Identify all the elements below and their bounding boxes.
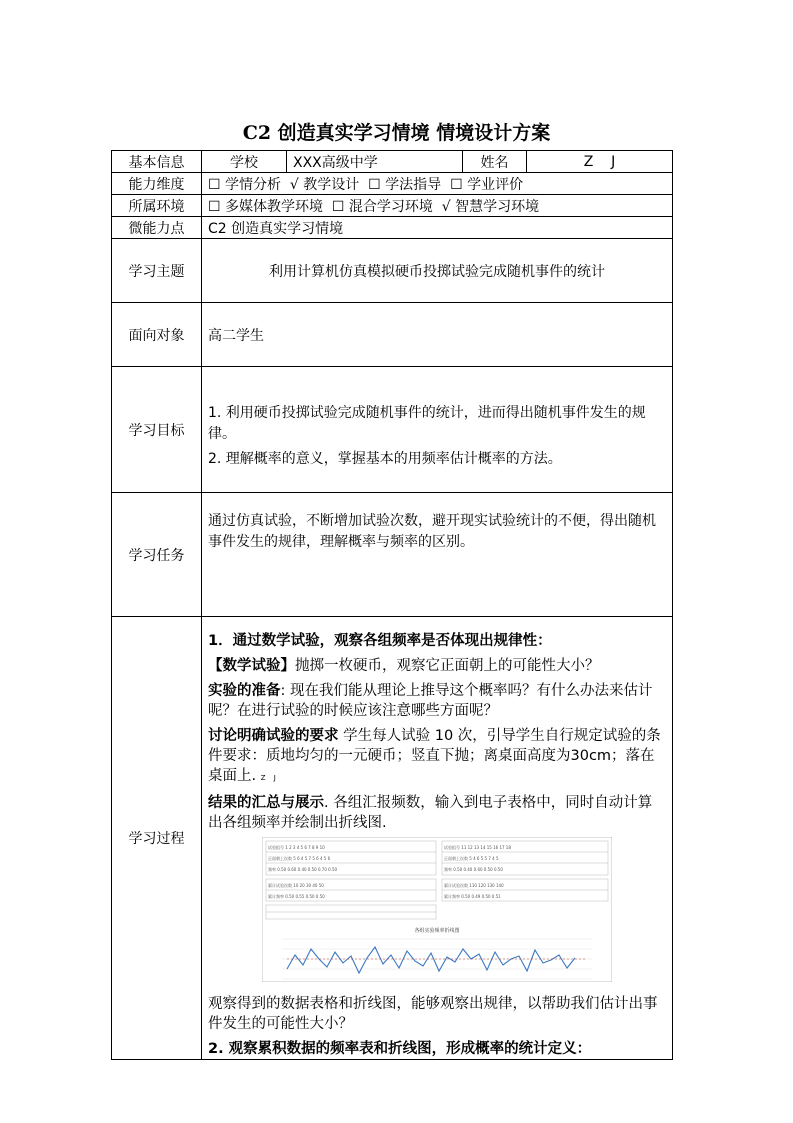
experiment-line — [208, 656, 666, 676]
svg-text:试验组号 1 2 3 4 5 6 7 8 9 10: 试验组号 1 2 3 4 5 6 7 8 9 10 — [268, 845, 325, 850]
frequency-table-and-chart-image — [262, 837, 612, 982]
svg-text:累计频率 0.50 0.55 0.50 0.50: 累计频率 0.50 0.55 0.50 0.50 — [268, 894, 325, 899]
goal-item-1: 1. 利用硬币投掷试验完成随机事件的统计，进而得出随机事件发生的规律。 — [208, 405, 646, 442]
row-micro-ability — [112, 217, 673, 239]
discussion-mark: Z J — [260, 774, 279, 782]
row-theme — [112, 239, 673, 303]
svg-text:试验组号 11 12 13 14 15 16 17 18: 试验组号 11 12 13 14 15 16 17 18 — [444, 845, 511, 850]
preparation-line — [208, 681, 666, 721]
svg-text:频率 0.50 0.40 0.60 0.50 0.50: 频率 0.50 0.40 0.60 0.50 0.50 — [444, 867, 503, 872]
discussion-text: 学生每人试验 10 次，引导学生自行规定试验的条件要求：质地均匀的一元硬币；竖直下抛；离桌面高度为30cm；落在桌面上. — [208, 728, 661, 784]
page-title: C2 创造真实学习情境 情境设计方案 — [242, 122, 551, 144]
svg-text:累计试验次数 110 120 130 140: 累计试验次数 110 120 130 140 — [444, 883, 504, 888]
ability-label: 能力维度 — [112, 173, 202, 195]
row-environment — [112, 195, 673, 217]
micro-ability-label: 微能力点 — [112, 217, 202, 239]
row-process — [112, 617, 673, 1060]
name-value: Z J — [527, 151, 673, 173]
row-task — [112, 493, 673, 617]
task-value: 通过仿真试验，不断增加试验次数，避开现实试验统计的不便，得出随机事件发生的规律，理解概率与频率的区别。 — [202, 493, 673, 617]
process-heading-1: 1．通过数学试验，观察各组频率是否体现出规律性： — [208, 633, 552, 649]
process-content — [202, 617, 673, 1060]
experiment-bold: 【数学试验】 — [208, 658, 295, 674]
observe-text: 观察得到的数据表格和折线图，能够观察出规律，以帮助我们估计出事件发生的可能性大小？ — [208, 996, 658, 1032]
design-form-table — [111, 150, 673, 1060]
theme-label: 学习主题 — [112, 239, 202, 303]
result-text: . 各组汇报频数，输入到电子表格中，同时自动计算出各组频率并绘制出折线图. — [208, 795, 653, 831]
task-label: 学习任务 — [112, 493, 202, 617]
svg-text:频率 0.50 0.60 0.40 0.50 0.70 0.: 频率 0.50 0.60 0.40 0.50 0.70 0.50 — [268, 867, 338, 872]
result-line — [208, 793, 666, 833]
audience-label: 面向对象 — [112, 303, 202, 367]
row-ability — [112, 173, 673, 195]
goals-content — [202, 367, 673, 493]
result-bold: 结果的汇总与展示 — [208, 795, 324, 811]
micro-ability-value: C2 创造真实学习情境 — [202, 217, 673, 239]
school-label: 学校 — [202, 151, 287, 173]
preparation-text: : 现在我们能从理论上推导这个概率吗？有什么办法来估计呢？在进行试验的时候应该注意哪些方面呢？ — [208, 683, 653, 719]
preparation-bold: 实验的准备 — [208, 683, 281, 699]
goal-item-2: 2. 理解概率的意义，掌握基本的用频率估计概率的方法。 — [208, 451, 562, 467]
environment-options: ☐ 多媒体教学环境 ☐ 混合学习环境 √ 智慧学习环境 — [202, 195, 673, 217]
name-label: 姓名 — [463, 151, 527, 173]
svg-text:正面朝上次数 5 4 6 5 5 7 4 5: 正面朝上次数 5 4 6 5 5 7 4 5 — [444, 856, 499, 861]
row-goals — [112, 367, 673, 493]
basic-info-label: 基本信息 — [112, 151, 202, 173]
environment-label: 所属环境 — [112, 195, 202, 217]
row-basic-info — [112, 151, 673, 173]
audience-value: 高二学生 — [202, 303, 673, 367]
figure-caption: 各组实验频率折线图 — [414, 928, 460, 934]
discussion-line — [208, 726, 666, 788]
discussion-bold: 讨论明确试验的要求 — [208, 728, 339, 744]
experiment-text: 抛掷一枚硬币，观察它正面朝上的可能性大小？ — [295, 658, 600, 674]
svg-text:正面朝上次数 5 6 4 5 7 5 6 4 5 6: 正面朝上次数 5 6 4 5 7 5 6 4 5 6 — [268, 856, 331, 861]
school-value: XXX高级中学 — [287, 151, 463, 173]
row-audience — [112, 303, 673, 367]
theme-value: 利用计算机仿真模拟硬币投掷试验完成随机事件的统计 — [202, 239, 673, 303]
goals-label: 学习目标 — [112, 367, 202, 493]
process-label: 学习过程 — [112, 617, 202, 1060]
svg-text:累计频率 0.50 0.49 0.50 0.51: 累计频率 0.50 0.49 0.50 0.51 — [444, 894, 501, 899]
svg-text:累计试验次数 10 20 30 40 50: 累计试验次数 10 20 30 40 50 — [268, 883, 324, 888]
process-heading-2: 2. 观察累积数据的频率表和折线图，形成概率的统计定义： — [208, 1041, 592, 1057]
ability-options: ☐ 学情分析 √ 教学设计 ☐ 学法指导 ☐ 学业评价 — [202, 173, 673, 195]
